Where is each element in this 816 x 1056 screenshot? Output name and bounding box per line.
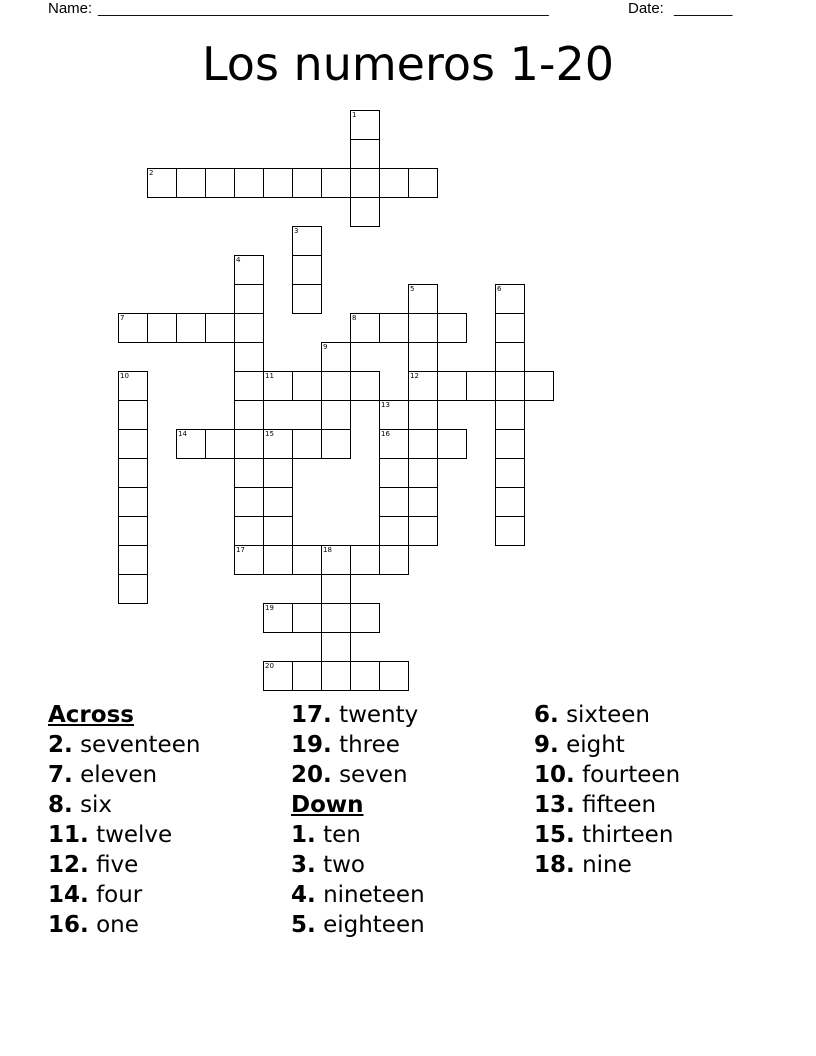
grid-cell[interactable]	[379, 545, 409, 575]
grid-cell[interactable]	[408, 458, 438, 488]
grid-cell[interactable]	[263, 371, 293, 401]
grid-cell[interactable]	[495, 342, 525, 372]
grid-cell[interactable]	[379, 458, 409, 488]
grid-cell[interactable]	[205, 313, 235, 343]
clue-item-number: 8.	[48, 792, 73, 818]
clue-item-text: twelve	[96, 822, 173, 848]
clue-item-text: seventeen	[80, 732, 201, 758]
grid-cell[interactable]	[321, 574, 351, 604]
grid-cell[interactable]	[379, 168, 409, 198]
clue-item-number: 17.	[291, 702, 332, 728]
grid-cell[interactable]	[263, 603, 293, 633]
grid-cell[interactable]	[321, 168, 351, 198]
grid-cell[interactable]	[350, 545, 380, 575]
clue-item	[534, 790, 680, 820]
grid-cell[interactable]	[350, 603, 380, 633]
clue-item	[48, 730, 200, 760]
grid-cell[interactable]	[321, 632, 351, 662]
grid-cell[interactable]	[118, 516, 148, 546]
grid-cell[interactable]	[292, 226, 322, 256]
clue-item-text: seven	[339, 762, 408, 788]
clue-item-text: two	[323, 852, 365, 878]
grid-cell[interactable]	[234, 255, 264, 285]
grid-cell[interactable]	[118, 458, 148, 488]
grid-cell[interactable]	[147, 168, 177, 198]
grid-cell[interactable]	[408, 516, 438, 546]
clue-item-number: 13.	[534, 792, 575, 818]
grid-cell[interactable]	[292, 545, 322, 575]
grid-cell[interactable]	[350, 371, 380, 401]
grid-cell[interactable]	[234, 313, 264, 343]
name-field[interactable]: ________________________________________________________	[98, 0, 549, 17]
grid-cell[interactable]	[234, 342, 264, 372]
grid-cell[interactable]	[292, 429, 322, 459]
grid-cell[interactable]	[350, 139, 380, 169]
grid-cell[interactable]	[234, 371, 264, 401]
grid-cell[interactable]	[408, 487, 438, 517]
clue-item-text: six	[80, 792, 113, 818]
clue-item-number: 9.	[534, 732, 559, 758]
clue-number: 14	[178, 430, 187, 438]
grid-cell[interactable]	[118, 545, 148, 575]
clue-item-text: nine	[582, 852, 632, 878]
grid-cell[interactable]	[321, 342, 351, 372]
grid-cell[interactable]	[350, 197, 380, 227]
grid-cell[interactable]	[176, 429, 206, 459]
clue-item-number: 20.	[291, 762, 332, 788]
name-label: Name:	[48, 0, 93, 17]
clue-item-number: 16.	[48, 912, 89, 938]
grid-cell[interactable]	[321, 661, 351, 691]
grid-cell[interactable]	[176, 313, 206, 343]
grid-cell[interactable]	[234, 284, 264, 314]
clue-column-3	[534, 700, 680, 880]
grid-cell[interactable]	[524, 371, 554, 401]
grid-cell[interactable]	[263, 429, 293, 459]
grid-cell[interactable]	[437, 313, 467, 343]
clue-item-number: 4.	[291, 882, 316, 908]
grid-cell[interactable]	[379, 661, 409, 691]
clue-item	[48, 910, 200, 940]
grid-cell[interactable]	[234, 545, 264, 575]
grid-cell[interactable]	[118, 313, 148, 343]
clue-item-text: one	[96, 912, 139, 938]
clue-item-number: 2.	[48, 732, 73, 758]
grid-cell[interactable]	[321, 429, 351, 459]
clue-column-1	[48, 700, 200, 940]
clue-item-text: five	[96, 852, 139, 878]
grid-cell[interactable]	[495, 516, 525, 546]
clue-item	[291, 880, 425, 910]
clue-item	[534, 730, 680, 760]
clue-item-text: eighteen	[323, 912, 425, 938]
clue-item-text: twenty	[339, 702, 419, 728]
clue-number: 5	[410, 285, 415, 293]
grid-cell[interactable]	[495, 284, 525, 314]
grid-cell[interactable]	[118, 574, 148, 604]
grid-cell[interactable]	[350, 313, 380, 343]
grid-cell[interactable]	[234, 487, 264, 517]
grid-cell[interactable]	[408, 342, 438, 372]
grid-cell[interactable]	[408, 313, 438, 343]
clue-number: 16	[381, 430, 390, 438]
clue-number: 6	[497, 285, 502, 293]
grid-cell[interactable]	[234, 400, 264, 430]
clue-item-number: 15.	[534, 822, 575, 848]
grid-cell[interactable]	[118, 400, 148, 430]
grid-cell[interactable]	[292, 371, 322, 401]
clue-item-text: four	[96, 882, 143, 908]
clue-item	[291, 760, 425, 790]
page-title: Los numeros 1-20	[201, 37, 614, 91]
clue-item-text: sixteen	[566, 702, 650, 728]
clue-item	[291, 700, 425, 730]
clue-list	[0, 700, 816, 960]
grid-cell[interactable]	[263, 661, 293, 691]
clue-item-number: 14.	[48, 882, 89, 908]
grid-cell[interactable]	[292, 255, 322, 285]
clue-number: 20	[265, 662, 274, 670]
clue-item-number: 5.	[291, 912, 316, 938]
grid-cell[interactable]	[176, 168, 206, 198]
grid-cell[interactable]	[379, 400, 409, 430]
grid-cell[interactable]	[350, 661, 380, 691]
grid-cell[interactable]	[408, 284, 438, 314]
grid-cell[interactable]	[263, 458, 293, 488]
clue-item	[48, 880, 200, 910]
grid-cell[interactable]	[495, 371, 525, 401]
clue-number: 18	[323, 546, 332, 554]
grid-cell[interactable]	[292, 168, 322, 198]
clue-number: 11	[265, 372, 274, 380]
clue-item	[48, 820, 200, 850]
clue-number: 17	[236, 546, 245, 554]
clue-number: 10	[120, 372, 129, 380]
grid-cell[interactable]	[263, 168, 293, 198]
clue-item-text: ten	[323, 822, 361, 848]
clue-item-number: 3.	[291, 852, 316, 878]
grid-cell[interactable]	[205, 429, 235, 459]
grid-cell[interactable]	[263, 487, 293, 517]
grid-cell[interactable]	[321, 545, 351, 575]
grid-cell[interactable]	[234, 429, 264, 459]
date-field[interactable]: _______	[674, 0, 733, 17]
grid-cell[interactable]	[292, 603, 322, 633]
grid-cell[interactable]	[379, 516, 409, 546]
grid-cell[interactable]	[118, 487, 148, 517]
clue-item	[291, 730, 425, 760]
clue-item-number: 11.	[48, 822, 89, 848]
grid-cell[interactable]	[379, 429, 409, 459]
grid-cell[interactable]	[292, 661, 322, 691]
clue-item-text: eight	[566, 732, 625, 758]
clue-item	[48, 760, 200, 790]
clue-number: 8	[352, 314, 357, 322]
grid-cell[interactable]	[379, 313, 409, 343]
clue-item	[291, 910, 425, 940]
clue-number: 13	[381, 401, 390, 409]
clue-item-number: 10.	[534, 762, 575, 788]
clue-item-number: 6.	[534, 702, 559, 728]
grid-cell[interactable]	[495, 400, 525, 430]
clue-column-2	[291, 700, 425, 940]
clue-number: 4	[236, 256, 241, 264]
clue-item-number: 12.	[48, 852, 89, 878]
grid-cell[interactable]	[234, 516, 264, 546]
clue-item	[534, 760, 680, 790]
clue-item-number: 18.	[534, 852, 575, 878]
grid-cell[interactable]	[495, 487, 525, 517]
grid-cell[interactable]	[321, 603, 351, 633]
grid-cell[interactable]	[350, 110, 380, 140]
grid-cell[interactable]	[408, 371, 438, 401]
grid-cell[interactable]	[408, 400, 438, 430]
grid-cell[interactable]	[495, 313, 525, 343]
clue-number: 12	[410, 372, 419, 380]
grid-cell[interactable]	[263, 516, 293, 546]
clue-number: 1	[352, 111, 357, 119]
grid-cell[interactable]	[118, 429, 148, 459]
grid-cell[interactable]	[379, 487, 409, 517]
clue-item	[48, 850, 200, 880]
clue-item	[291, 850, 425, 880]
clue-item-text: fifteen	[582, 792, 657, 818]
down-heading: Down	[291, 792, 364, 818]
grid-cell[interactable]	[234, 168, 264, 198]
clue-item-text: fourteen	[582, 762, 681, 788]
grid-cell[interactable]	[234, 458, 264, 488]
clue-item	[534, 850, 680, 880]
clue-item	[534, 700, 680, 730]
clue-number: 9	[323, 343, 328, 351]
clue-item-text: three	[339, 732, 400, 758]
grid-cell[interactable]	[466, 371, 496, 401]
date-label: Date:	[628, 0, 664, 17]
grid-cell[interactable]	[350, 168, 380, 198]
clue-number: 7	[120, 314, 125, 322]
clue-number: 19	[265, 604, 274, 612]
grid-cell[interactable]	[437, 429, 467, 459]
clue-item-text: eleven	[80, 762, 158, 788]
grid-cell[interactable]	[147, 313, 177, 343]
clue-item-text: thirteen	[582, 822, 674, 848]
clue-item	[291, 820, 425, 850]
grid-cell[interactable]	[495, 458, 525, 488]
grid-cell[interactable]	[408, 429, 438, 459]
grid-cell[interactable]	[292, 284, 322, 314]
grid-cell[interactable]	[321, 371, 351, 401]
across-heading: Across	[48, 702, 134, 728]
grid-cell[interactable]	[118, 371, 148, 401]
grid-cell[interactable]	[437, 371, 467, 401]
clue-item	[534, 820, 680, 850]
grid-cell[interactable]	[263, 545, 293, 575]
clue-number: 15	[265, 430, 274, 438]
grid-cell[interactable]	[408, 168, 438, 198]
grid-cell[interactable]	[495, 429, 525, 459]
clue-item-number: 1.	[291, 822, 316, 848]
clue-item	[48, 790, 200, 820]
grid-cell[interactable]	[205, 168, 235, 198]
clue-number: 2	[149, 169, 154, 177]
clue-item-number: 19.	[291, 732, 332, 758]
clue-item-text: nineteen	[323, 882, 425, 908]
clue-number: 3	[294, 227, 299, 235]
clue-item-number: 7.	[48, 762, 73, 788]
grid-cell[interactable]	[321, 400, 351, 430]
